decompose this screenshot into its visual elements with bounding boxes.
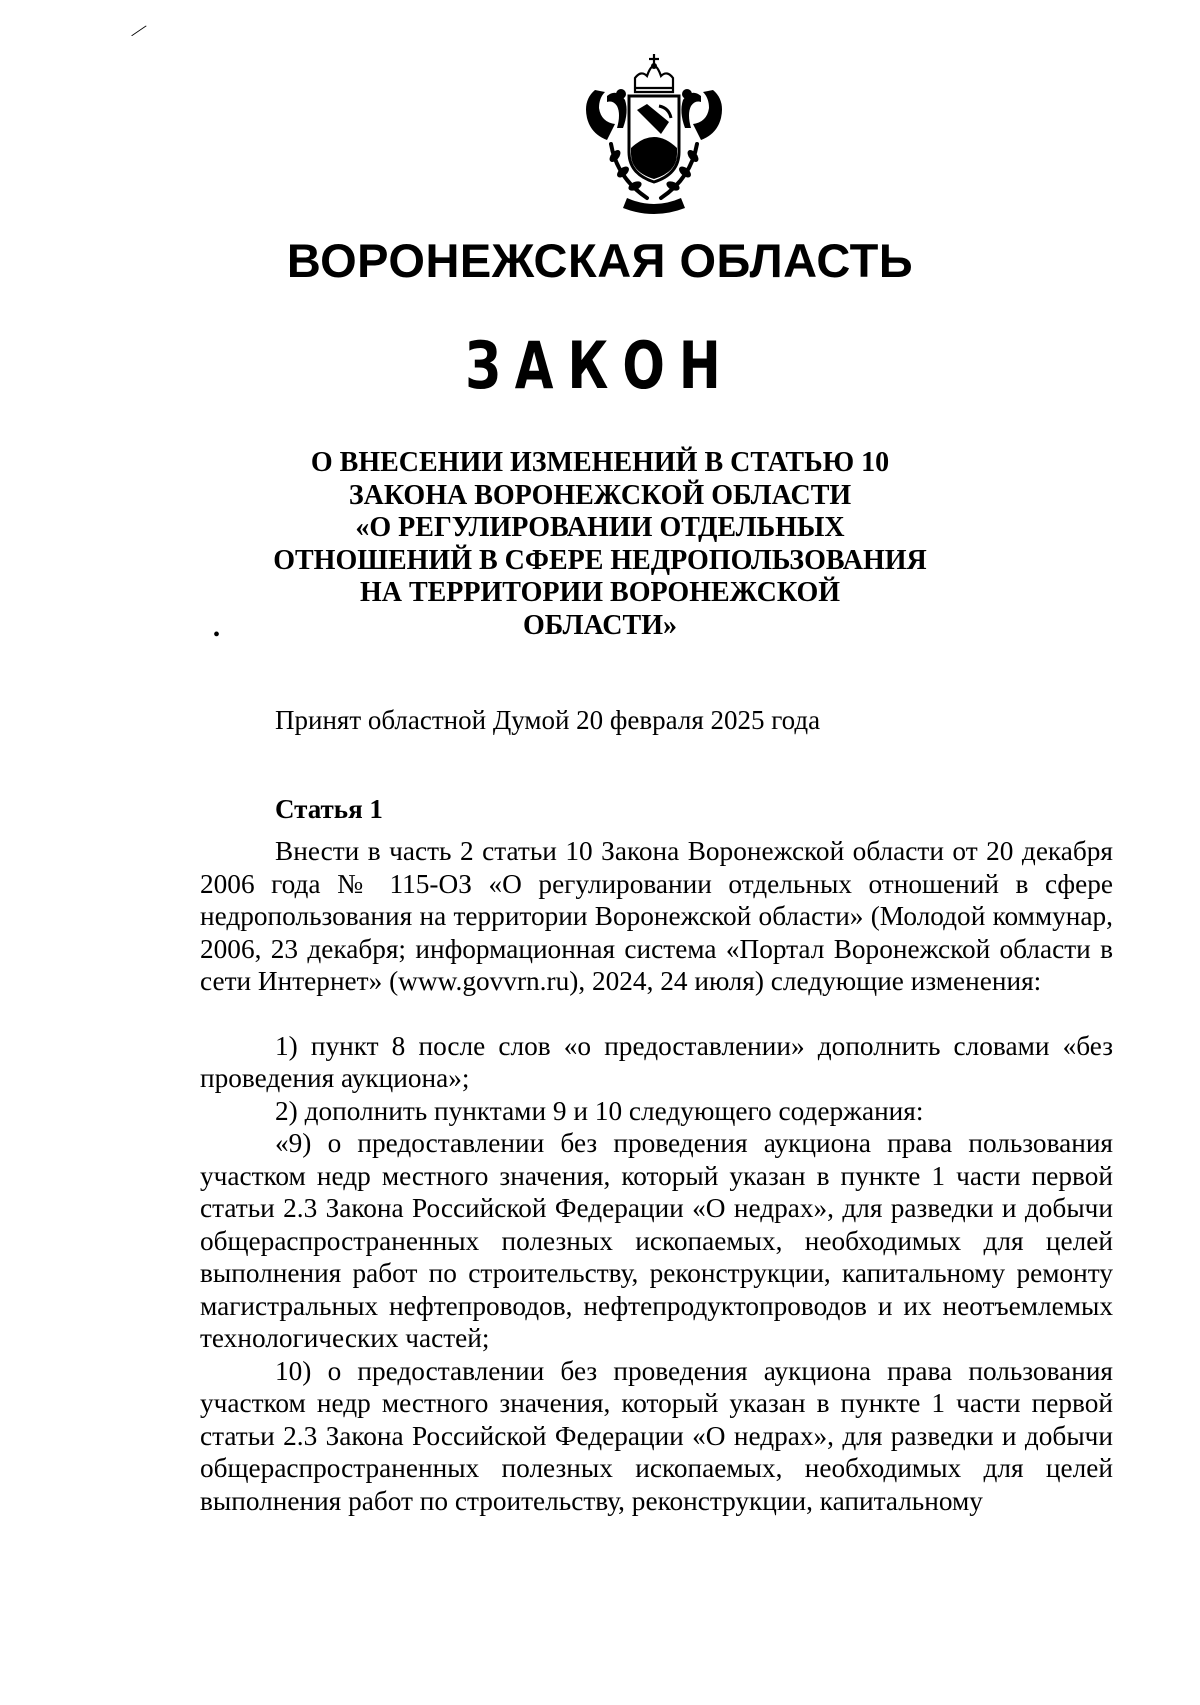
- article-point-9: «9) о предоставлении без проведения аукциона права пользования участком недр местного значения, который указан в пункте 1 части первой статьи 2.3 Закона Российской Федерации «О недрах», для разведки и добычи общераспространенных полезных ископаемых, необходимых для целей выполнения работ по строительству, реконструкции, капитальному ремонту магистральных нефтепроводов, нефтепродуктопроводов и их неотъемлемых технологических частей;: [200, 1128, 1113, 1353]
- document-type: ЗАКОН: [465, 328, 735, 404]
- title-line: ОТНОШЕНИЙ В СФЕРЕ НЕДРОПОЛЬЗОВАНИЯ: [273, 544, 927, 576]
- law-title: [0, 447, 1200, 642]
- adoption-note: Принят областной Думой 20 февраля 2025 года: [275, 705, 821, 735]
- title-line: О ВНЕСЕНИИ ИЗМЕНЕНИЙ В СТАТЬЮ 10: [310, 447, 890, 478]
- article-point-10: 10) о предоставлении без проведения аукциона права пользования участком недр местного значения, который указан в пункте 1 части первой статьи 2.3 Закона Российской Федерации «О недрах», для разведки и добычи общераспространенных полезных ископаемых, необходимых для целей выполнения работ по строительству, реконструкции, капитальному: [200, 1355, 1113, 1516]
- title-line: НА ТЕРРИТОРИИ ВОРОНЕЖСКОЙ: [359, 577, 841, 608]
- article-body: [200, 835, 1113, 1517]
- article-intro: Внести в часть 2 статьи 10 Закона Воронежской области от 20 декабря 2006 года № 115-ОЗ «О регулировании отдельных отношений в сфере недропользования на территории Воронежской области» (Молодой коммунар, 2006, 23 декабря; информационная система «Портал Воронежской области в сети Интернет» (www.govvrn.ru), 2024, 24 июля) следующие изменения:: [200, 836, 1113, 996]
- article-item-2: 2) дополнить пунктами 9 и 10 следующего содержания:: [275, 1095, 924, 1126]
- article-heading: Статья 1: [275, 794, 383, 824]
- region-name: ВОРОНЕЖСКАЯ ОБЛАСТЬ: [286, 234, 914, 287]
- scan-dot-mark: •: [213, 624, 221, 646]
- article-item-1: 1) пункт 8 после слов «о предоставлении» дополнить словами «без проведения аукциона»;: [200, 1030, 1113, 1093]
- title-line: ОБЛАСТИ»: [523, 609, 677, 641]
- title-line: ЗАКОНА ВОРОНЕЖСКОЙ ОБЛАСТИ: [348, 479, 852, 511]
- voronezh-coat-of-arms-icon: [577, 48, 731, 220]
- title-line: «О РЕГУЛИРОВАНИИ ОТДЕЛЬНЫХ: [355, 512, 845, 543]
- scan-stroke-mark: ⁄: [133, 18, 146, 43]
